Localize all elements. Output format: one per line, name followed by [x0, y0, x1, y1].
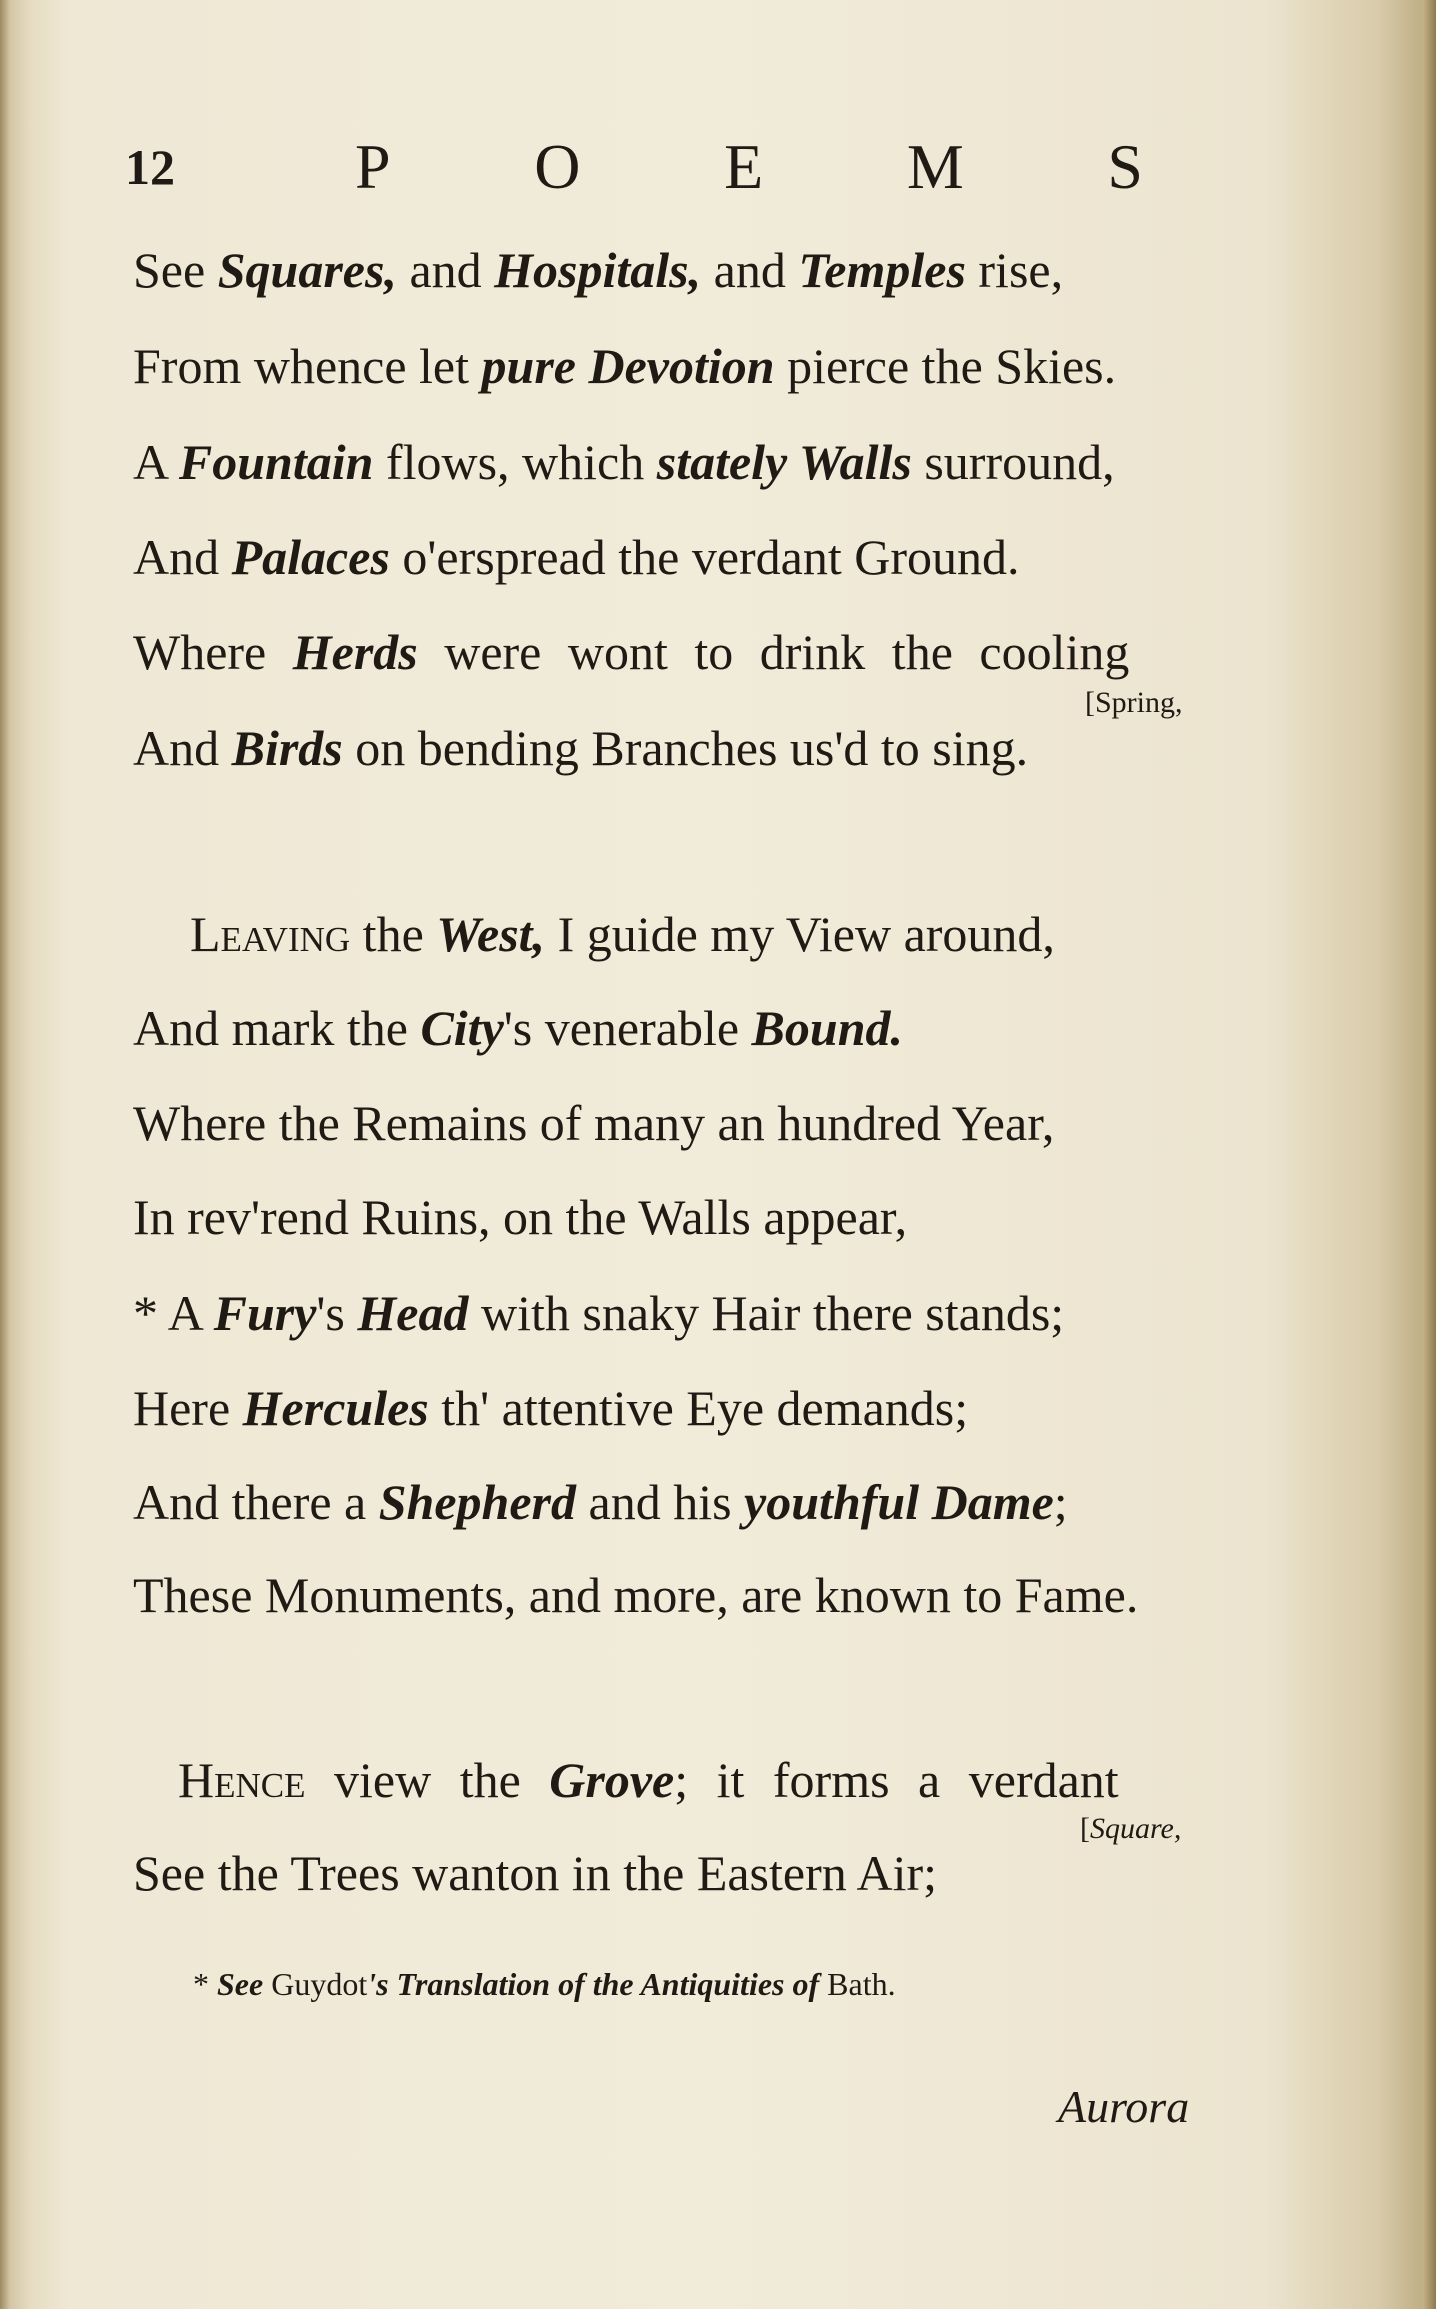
- running-header: [125, 130, 1225, 200]
- page-number: 12: [125, 139, 175, 195]
- verse-line: And there a Shepherd and his youthful Dame;: [133, 1474, 1068, 1530]
- title-letter: S: [1107, 131, 1145, 202]
- turnover-word: [Spring,: [1085, 686, 1183, 719]
- verse-line: And Palaces o'erspread the verdant Ground.: [133, 529, 1020, 585]
- title-letter: P: [355, 131, 393, 202]
- footnote: * See Guydot's Translation of the Antiquities of Bath.: [193, 1966, 896, 2002]
- verse-line: And Birds on bending Branches us'd to sing.: [133, 720, 1029, 776]
- verse-line: Here Hercules th' attentive Eye demands;: [133, 1380, 969, 1436]
- title-letter: M: [906, 131, 966, 202]
- title-letter: E: [724, 131, 766, 202]
- verse-line: * A Fury's Head with snaky Hair there stands;: [133, 1285, 1065, 1341]
- verse-line: See the Trees wanton in the Eastern Air;: [133, 1845, 938, 1901]
- verse-line: Where the Remains of many an hundred Year,: [133, 1095, 1055, 1151]
- catchword: Aurora: [1058, 2081, 1190, 2132]
- page-edge: [1422, 0, 1436, 2309]
- verse-line: Where Herds were wont to drink the cooling: [133, 624, 1130, 680]
- verse-line: And mark the City's venerable Bound.: [133, 1000, 904, 1056]
- page-gutter: [0, 0, 10, 2309]
- turnover-word: [Square,: [1080, 1812, 1182, 1845]
- verse-line: See Squares, and Hospitals, and Temples rise,: [133, 242, 1064, 298]
- verse-line: Hence view the Grove; it forms a verdant: [178, 1752, 1119, 1808]
- title-letter: O: [534, 131, 583, 202]
- verse-line: A Fountain flows, which stately Walls surround,: [133, 434, 1115, 490]
- verse-line: These Monuments, and more, are known to Fame.: [133, 1567, 1139, 1623]
- verse-line: In rev'rend Ruins, on the Walls appear,: [133, 1189, 908, 1245]
- verse-line: Leaving the West, I guide my View around,: [190, 906, 1055, 962]
- running-title: [355, 130, 1145, 204]
- verse-line: From whence let pure Devotion pierce the Skies.: [133, 338, 1117, 394]
